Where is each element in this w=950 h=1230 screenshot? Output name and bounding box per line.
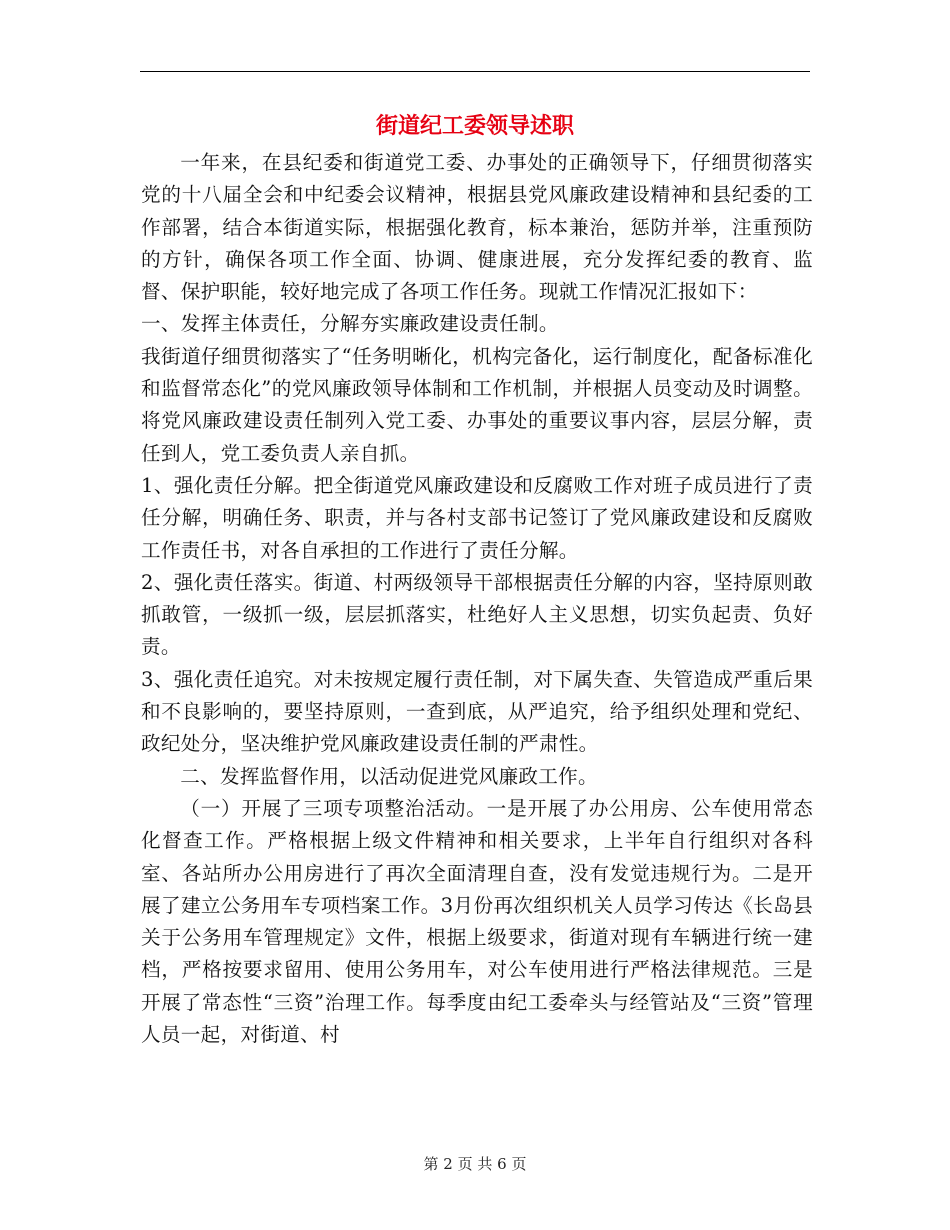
document-body (141, 147, 813, 1051)
page-footer: 第 2 页 共 6 页 (423, 1155, 527, 1173)
paragraph-item-2: 2、强化责任落实。街道、村两级领导干部根据责任分解的内容，坚持原则敢抓敢管，一级抓一级，层层抓落实，杜绝好人主义思想，切实负起责、负好责。 (141, 570, 813, 659)
paragraph-item-1: 1、强化责任分解。把全街道党风廉政建设和反腐败工作对班子成员进行了责任分解，明确任务、职责，并与各村支部书记签订了党风廉政建设和反腐败工作责任书，对各自承担的工作进行了责任分解。 (141, 473, 813, 562)
document-title: 街道纪工委领导述职 (375, 113, 574, 139)
section-heading-1: 一、发挥主体责任，分解夯实廉政建设责任制。 (141, 312, 559, 336)
paragraph-responsibility: 我街道仔细贯彻落实了“任务明晰化，机构完备化，运行制度化，配备标准化和监督常态化”的党风廉政领导体制和工作机制，并根据人员变动及时调整。将党风廉政建设责任制列入党工委、办事处的重要议事内容，层层分解，责任到人，党工委负责人亲自抓。 (141, 344, 813, 465)
section-heading-2: 二、发挥监督作用，以活动促进党风廉政工作。 (180, 764, 598, 788)
paragraph-item-3: 3、强化责任追究。对未按规定履行责任制，对下属失查、失管造成严重后果和不良影响的，要坚持原则，一查到底，从严追究，给予组织处理和党纪、政纪处分，坚决维护党风廉政建设责任制的严肃性。 (141, 667, 813, 756)
paragraph-intro: 一年来，在县纪委和街道党工委、办事处的正确领导下，仔细贯彻落实党的十八届全会和中纪委会议精神，根据县党风廉政建设精神和县纪委的工作部署，结合本街道实际，根据强化教育，标本兼治，惩防并举，注重预防的方针，确保各项工作全面、协调、健康进展，充分发挥纪委的教育、监督、保护职能，较好地完成了各项工作任务。现就工作情况汇报如下： (141, 151, 813, 304)
paragraph-special-campaigns: （一）开展了三项专项整治活动。一是开展了办公用房、公车使用常态化督查工作。严格根据上级文件精神和相关要求，上半年自行组织对各科室、各站所办公用房进行了再次全面清理自查，没有发觉违规行为。二是开展了建立公务用车专项档案工作。3月份再次组织机关人员学习传达《长岛县关于公务用车管理规定》文件，根据上级要求，街道对现有车辆进行统一建档，严格按要求留用、使用公务用车，对公车使用进行严格法律规范。三是开展了常态性“三资”治理工作。每季度由纪工委牵头与经管站及“三资”管理人员一起，对街道、村 (141, 796, 813, 1047)
header-rule (140, 71, 810, 72)
